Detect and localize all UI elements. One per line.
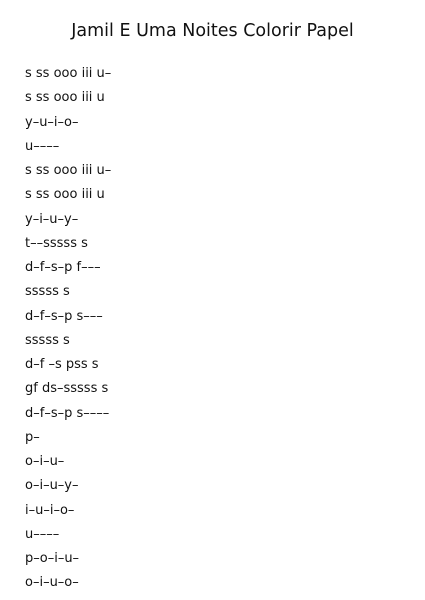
notation-line: sssss s: [25, 332, 70, 348]
notation-line: y–u–i–o–: [25, 114, 79, 130]
notation-line: s ss ooo iii u–: [25, 163, 112, 178]
notation-line: y–i–u–y–: [25, 211, 79, 227]
notation-line: t––sssss s: [25, 235, 88, 251]
notation-line: d–f–s–p s–––: [25, 308, 103, 324]
notation-line: p–: [25, 429, 40, 445]
notation-line: gf ds–sssss s: [25, 381, 109, 397]
notation-line: o–i–u–o–: [25, 575, 79, 591]
notation-lines: [25, 62, 111, 596]
notation-line: p–o–i–u–: [25, 551, 80, 566]
notation-line: u––––: [25, 138, 60, 154]
notation-line: u––––: [25, 526, 60, 542]
notation-line: i–u–i–o–: [25, 502, 75, 518]
notation-line: o–i–u–y–: [25, 478, 79, 494]
notation-line: d–f–s–p s––––: [25, 405, 110, 421]
notation-line: d–f –s pss s: [25, 357, 99, 372]
notation-line: d–f–s–p f–––: [25, 260, 101, 275]
notation-line: o–i–u–: [25, 454, 65, 469]
notation-line: s ss ooo iii u–: [25, 66, 112, 81]
document-title: Jamil E Uma Noites Colorir Papel: [71, 21, 354, 41]
notation-line: s ss ooo iii u: [25, 187, 105, 203]
notation-line: sssss s: [25, 284, 70, 300]
notation-line: s ss ooo iii u: [25, 90, 105, 106]
